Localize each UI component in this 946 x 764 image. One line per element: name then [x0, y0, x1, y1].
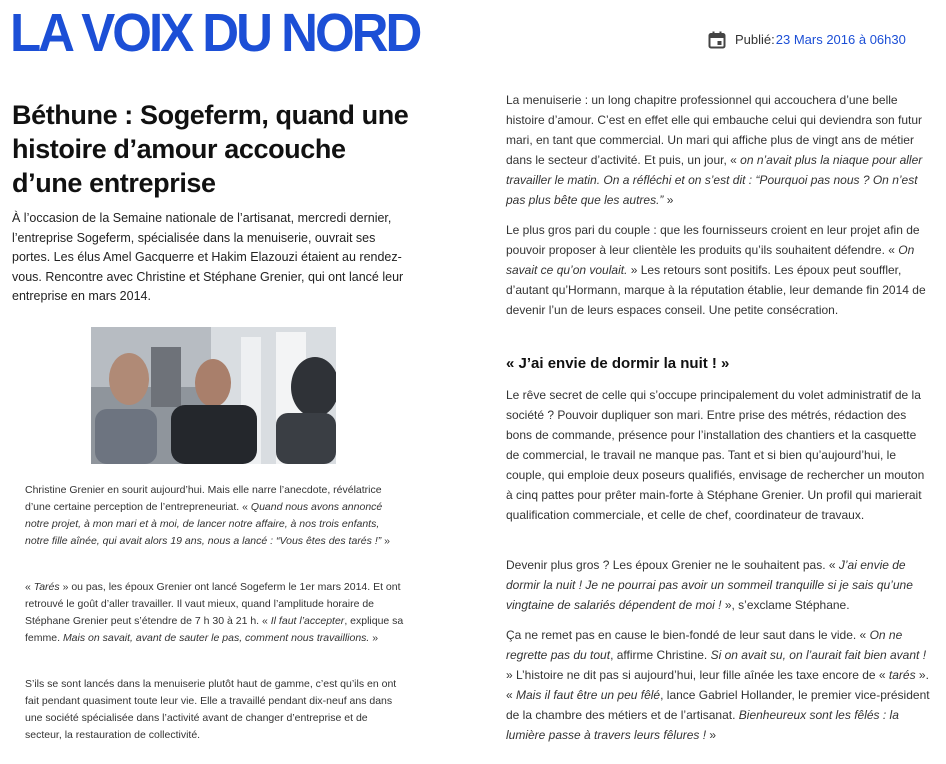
p2-quote-accepter: Il faut l’accepter — [270, 615, 345, 627]
r5-quote-tares: tarés — [888, 668, 916, 682]
p2-text-c: » ou pas, les époux Grenier ont lancé Sogeferm le 1er mars 2014. Et ont retrouvé le goût d’aller travailler. Il vaut mieux, quand l’amplitude horaire de Stéphane Grenier peut s’étendre de 7 h 30 à 21 h. « — [25, 581, 401, 627]
p2-text-e: , explique sa femme. — [25, 615, 404, 644]
r5-quote-fele: Mais il faut être un peu fêlé — [516, 688, 661, 702]
paragraph-r1 — [506, 90, 930, 210]
p1-text-c: » — [381, 535, 390, 547]
r5-text-k: » — [706, 728, 717, 742]
r4-text-a: Devenir plus gros ? Les époux Grenier ne le souhaitent pas. « — [506, 558, 839, 572]
r4-text-c: », s’exclame Stéphane. — [721, 598, 850, 612]
article-headline: Béthune : Sogeferm, quand une histoire d’amour accouche d’une entreprise — [12, 100, 409, 198]
paragraph-r3: Le rêve secret de celle qui s’occupe principalement du volet administratif de la société ? Pouvoir dupliquer son mari. Entre prise des métrés, rédaction des bons de commande, présence pour l’installation des chantiers et la casquette de commercial, le travail ne manque pas. Tant et si bien qu’aujourd’hui, le couple, qui emploie deux poseurs qualifiés, envisage de rechercher un mouton à cinq pattes pour prêter main-forte à Stéphane Grenier. Un profil qui marierait qualification commerciale, et celle de chef, coordinateur de travaux. — [506, 388, 925, 522]
paragraph-r2 — [506, 220, 930, 320]
p1-text-a: Christine Grenier en sourit aujourd’hui. Mais elle narre l’anecdote, révélatrice d’une certaine perception de l’entrepreneuriat. « — [25, 484, 382, 513]
r1-quote: on n’avait plus la niaque pour aller travailler le matin. On a réfléchi et on s’est dit : “Pourquoi pas nous ? On n’est pas plus bête que les autres.” — [506, 153, 923, 207]
r4-quote: J’ai envie de dormir la nuit ! Je ne pourrai pas avoir un sommeil tranquille si je sais qu’une vingtaine de salariés dépendent de moi ! — [506, 558, 913, 612]
r1-text-a: La menuiserie : un long chapitre professionnel qui accouchera d’une belle histoire d’amour. C’est en effet elle qui embauche celui qui deviendra son futur mari, en tant que commercial. Un mari qui affiche plus de vingt ans de métier dans le secteur d’activité. Et puis, un jour, « — [506, 93, 923, 167]
article-photo — [91, 327, 336, 464]
r5-text-g: ». « — [506, 668, 929, 702]
r5-quote-regrette: On ne regrette pas du tout — [506, 628, 903, 662]
p2-quote-tares: Tarés — [33, 581, 60, 593]
r5-text-a: Ça ne remet pas en cause le bien-fondé de leur saut dans le vide. « — [506, 628, 870, 642]
paragraph-1 — [25, 482, 405, 550]
r5-text-e: » L’histoire ne dit pas si aujourd’hui, leur fille aînée les taxe encore de « — [506, 668, 889, 682]
p1-quote: Quand nous avons annoncé notre projet, à mon mari et à moi, de lancer notre affaire, à nos trois enfants, notre fille aînée, qui avait alors 19 ans, nous a lancé : “Vous êtes des tarés !” — [25, 501, 383, 547]
r5-quote-su: Si on avait su, on l’aurait fait bien avant ! — [710, 648, 927, 662]
site-logo[interactable]: LA VOIX DU NORD — [10, 2, 420, 63]
r5-text-c: , affirme Christine. — [610, 648, 711, 662]
calendar-icon — [708, 31, 726, 49]
article-lede: À l’occasion de la Semaine nationale de l’artisanat, mercredi dernier, l’entreprise Sogeferm, spécialisée dans la menuiserie, ouvrait ses portes. Les élus Amel Gacquerre et Hakim Elazouzi étaient au rendez-vous. Rencontre avec Christine et Stéphane Grenier, qui ont lancé leur entreprise en mars 2014. — [12, 211, 404, 303]
r5-quote-bienheureux: Bienheureux sont les fêlés : la lumière passe à travers leurs fêlures ! — [506, 708, 899, 742]
p2-text-g: » — [369, 632, 379, 644]
paragraph-2 — [25, 579, 405, 647]
paragraph-r4 — [506, 555, 930, 615]
published-date: 23 Mars 2016 à 06h30 — [775, 32, 906, 47]
paragraph-3: S’ils se sont lancés dans la menuiserie plutôt haut de gamme, c’est qu’ils en ont fait pendant quasiment toute leur vie. Elle a travaillé pendant dix-neuf ans dans une société spécialisée dans l’activité avant de changer d’entreprise et de secteur, la restauration de collectivité. — [25, 678, 397, 741]
p2-quote-savait: Mais on savait, avant de sauter le pas, comment nous travaillions. — [62, 632, 370, 644]
published-label: Publié: — [735, 32, 775, 47]
r1-text-c: » — [663, 193, 674, 207]
r2-text-c: » Les retours sont positifs. Les époux peut souffler, d’autant qu’Hormann, marque à la réputation établie, leur demande fin 2014 de devenir l’un de leurs espaces conseil. Une petite consécration. — [506, 263, 926, 317]
paragraph-r5 — [506, 625, 930, 745]
r5-text-i: , lance Gabriel Hollander, le premier vice-président de la chambre des métiers et de l’artisanat. — [506, 688, 930, 722]
subheading: « J’ai envie de dormir la nuit ! » — [506, 355, 730, 372]
r2-text-a: Le plus gros pari du couple : que les fournisseurs croient en leur projet afin de pouvoir proposer à leur clientèle les produits qu’ils souhaitent défendre. « — [506, 223, 920, 257]
publication-date — [708, 30, 906, 50]
p2-text-a: « — [25, 581, 34, 593]
r2-quote: On savait ce qu’on voulait. — [506, 243, 915, 277]
